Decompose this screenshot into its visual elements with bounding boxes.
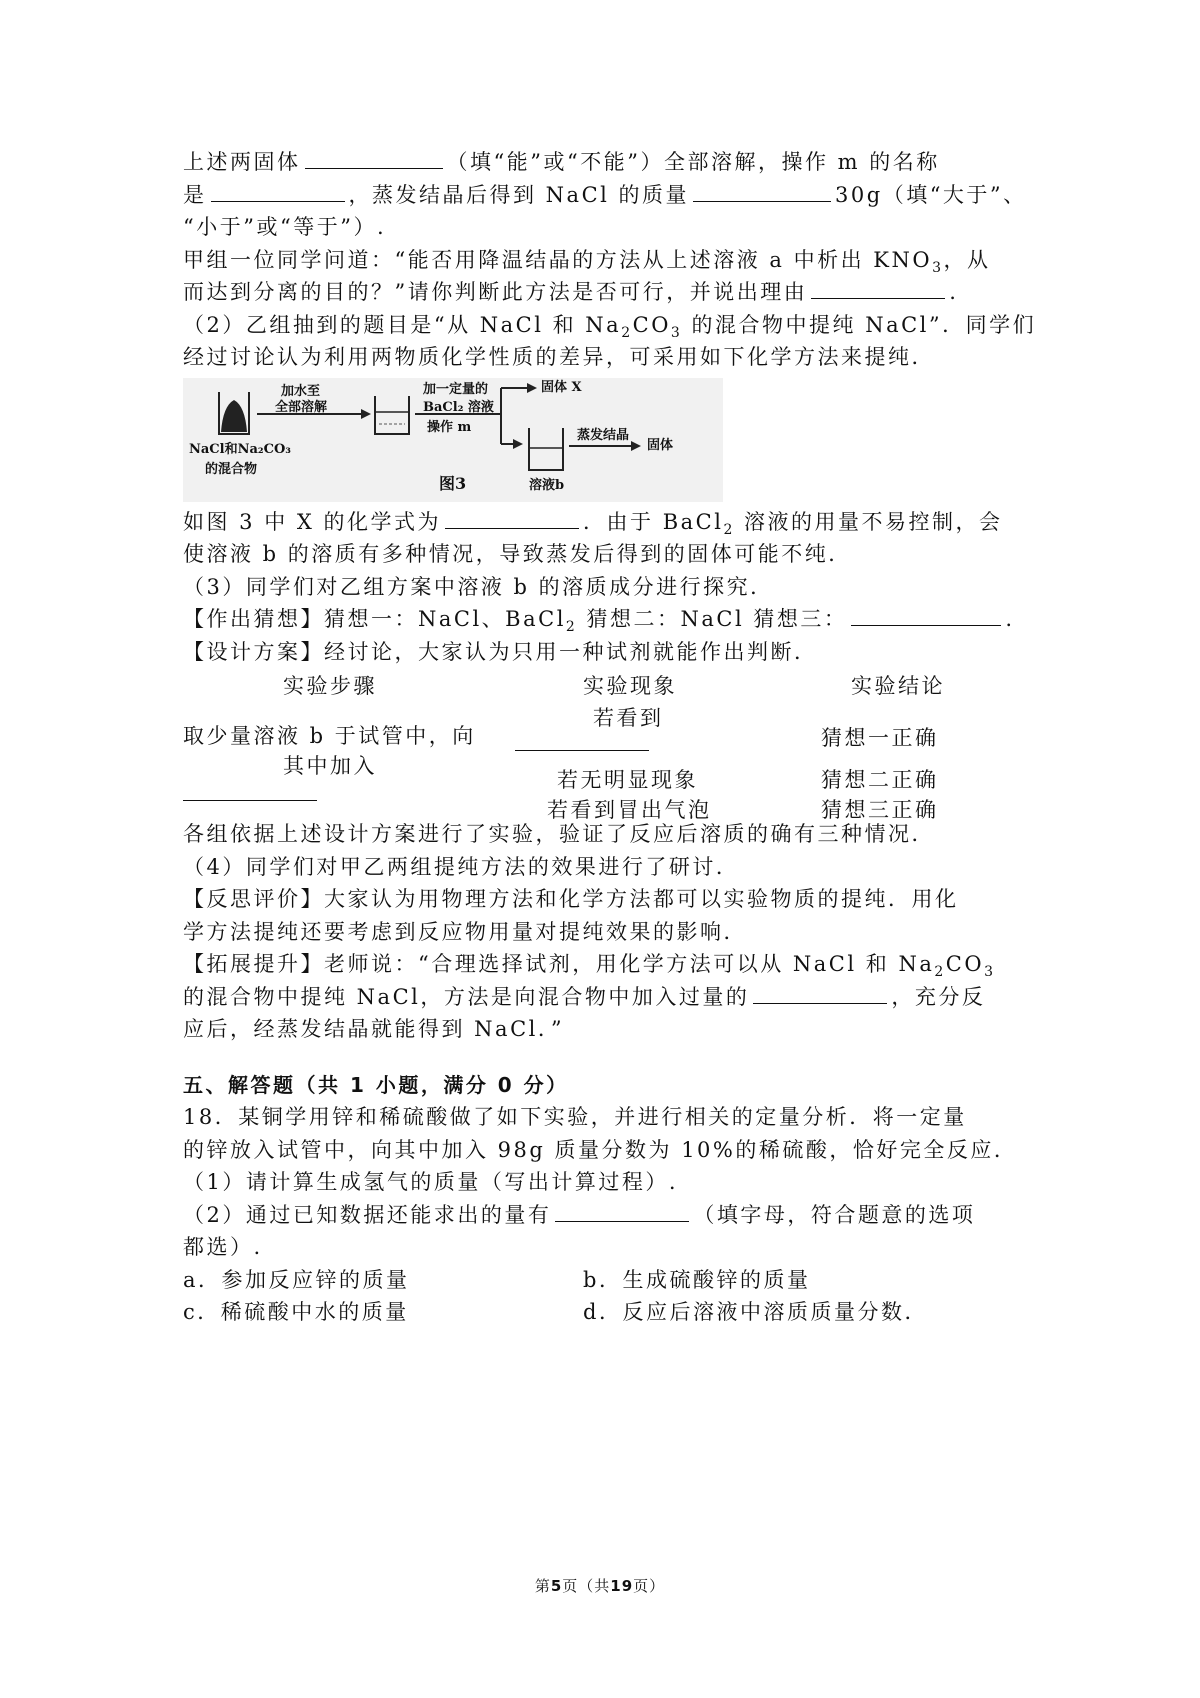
table-header: 实验结论 [851,674,945,698]
figure-label-step2-c: 操作 m [427,419,472,435]
beaker-icon [375,396,409,434]
text: ．由于 BaCl [583,509,724,534]
subscript: 2 [565,619,578,636]
subscript: 2 [934,964,946,981]
text-line [183,981,1023,1014]
figure-label-mixture: NaCl和Na₂CO₃ [189,441,291,457]
text-line [183,883,1023,916]
text: 的混合物中提纯 NaCl”．同学们 [682,312,1037,337]
footer-text: 页） [633,1577,666,1595]
figure-label-step2-b: BaCl₂ 溶液 [423,399,494,415]
text-line [183,636,1023,669]
options-row [183,1264,1023,1297]
text: 各组依据上述设计方案进行了实验，验证了反应后溶质的确有三种情况． [183,822,935,846]
text: 【作出猜想】猜想一：NaCl、BaCl [183,607,566,631]
text: 猜想二：NaCl 猜想三： [577,607,848,631]
text: CO [945,952,985,976]
figure-label-step2: 加一定量的 [423,381,489,397]
text-line [183,276,1023,309]
table-cell-conclusion: 猜想三正确 [821,798,939,822]
arrow-head-icon [513,439,523,449]
text-line [183,211,1023,244]
experiment-table [183,670,1023,822]
text: 使溶液 b 的溶质有多种情况，导致蒸发后得到的固体可能不纯． [183,542,852,566]
text-line [183,341,1023,374]
table-cell-observation: 若看到冒出气泡 [547,798,712,822]
text: 18．某铜学用锌和稀硫酸做了如下实验，并进行相关的定量分析．将一定量 [183,1105,967,1129]
answer-blank[interactable] [211,179,345,202]
arrow-head-icon [631,441,641,451]
text: 是 [183,182,207,207]
text: 溶液的用量不易控制，会 [734,509,1003,534]
text: （3）同学们对乙组方案中溶液 b 的溶质成分进行探究． [183,574,774,599]
figure-label-solid-x: 固体 X [541,379,582,395]
option-c: c．稀硫酸中水的质量 [183,1300,409,1324]
figure-label-mixture-2: 的混合物 [205,461,258,477]
table-header: 实验步骤 [283,674,377,698]
section-title-text: 五、解答题（共 1 小题，满分 0 分） [183,1072,569,1097]
text-line [183,538,1023,571]
text: 经过讨论认为利用两物质化学性质的差异，可采用如下化学方法来提纯． [183,345,935,369]
subscript: 3 [984,964,996,981]
figure-label-step1: 加水至 [281,383,321,399]
text-line [183,146,1023,179]
footer-text: 第 [534,1577,551,1595]
figure-label-solid: 固体 [647,437,674,453]
text: ，从 [943,247,991,272]
text: . [1005,607,1015,631]
text: 上述两固体 [183,150,301,174]
text: （2）通过已知数据还能求出的量有 [183,1202,552,1227]
text: CO [632,312,671,337]
beaker-icon [529,428,563,470]
text: （填“能”或“不能”）全部溶解，操作 m 的名称 [446,150,940,174]
text: 【设计方案】经讨论，大家认为只用一种试剂就能作出判断． [183,639,818,664]
text: ，蒸发结晶后得到 NaCl 的质量 [348,182,690,207]
table-cell-step: 其中加入 [283,754,377,778]
option-d: d．反应后溶液中溶质质量分数． [583,1300,928,1324]
answer-blank[interactable] [445,506,579,529]
answer-blank[interactable] [753,981,887,1004]
table-cell-conclusion: 猜想一正确 [821,726,939,750]
answer-blank[interactable] [305,146,443,169]
text: 【反思评价】大家认为用物理方法和化学方法都可以实验物质的提纯．用化 [183,887,959,911]
text-line [183,506,1023,539]
text: 的锌放入试管中，向其中加入 98g 质量分数为 10%的稀硫酸，恰好完全反应． [183,1137,1018,1162]
arrow-head-icon [527,383,537,393]
page-footer [0,1575,1200,1596]
text: 应后，经蒸发结晶就能得到 NaCl．” [183,1017,565,1041]
text-line [183,851,1023,884]
text-line [183,179,1027,212]
solid-mixture-icon [221,400,247,432]
footer-text: 页（共 [562,1577,611,1595]
figure-label-step1-b: 全部溶解 [275,399,328,415]
text: 的混合物中提纯 NaCl，方法是向混合物中加入过量的 [183,984,750,1009]
text-line [183,244,1023,277]
figure-label-step3: 蒸发结晶 [577,427,630,443]
text: （4）同学们对甲乙两组提纯方法的效果进行了研讨． [183,854,740,879]
text-line [183,603,1023,636]
text-line [183,571,1023,604]
option-b: b．生成硫酸锌的质量 [583,1267,811,1292]
text: 如图 3 中 X 的化学式为 [183,509,442,534]
text-line [183,1166,1023,1199]
text: 甲组一位同学问道：“能否用降温结晶的方法从上述溶液 a 中析出 KNO [183,247,933,272]
text: 【拓展提升】老师说：“合理选择试剂，用化学方法可以从 NaCl 和 Na [183,952,935,976]
answer-blank[interactable] [851,603,1001,626]
text: 而达到分离的目的？”请你判断此方法是否可行，并说出理由 [183,280,808,304]
arrow-head-icon [361,409,371,419]
text-line [183,1101,1023,1134]
text: ，充分反 [891,984,986,1009]
table-cell-step: 取少量溶液 b 于试管中，向 [183,724,476,748]
figure-label-solution-b: 溶液b [529,477,565,493]
text-line [183,948,1023,981]
text-line [183,1231,1023,1264]
subscript: 3 [932,259,944,276]
table-cell-observation: 若无明显现象 [557,768,698,792]
figure-3 [183,378,723,502]
subscript: 2 [723,521,735,538]
answer-blank[interactable] [811,276,945,299]
section-title [183,1069,1023,1102]
text: . [949,280,959,304]
text: 都选）. [183,1235,263,1259]
option-a: a．参加反应锌的质量 [183,1267,410,1292]
answer-blank[interactable] [693,179,831,202]
answer-blank[interactable] [515,728,649,751]
text: （填字母，符合题意的选项 [693,1202,976,1227]
text-line [183,916,1023,949]
page-content [183,146,1037,1329]
figure-caption: 图3 [439,473,467,493]
answer-blank[interactable] [555,1199,689,1222]
total-pages: 19 [610,1577,634,1595]
text-line [183,1013,1023,1046]
text: 学方法提纯还要考虑到反应物用量对提纯效果的影响． [183,919,747,944]
subscript: 2 [621,324,633,341]
text: 30g（填“大于”、 [835,182,1027,207]
table-cell-conclusion: 猜想二正确 [821,768,939,792]
page-number: 5 [550,1577,563,1595]
table-header: 实验现象 [583,674,677,698]
options-row [183,1296,1023,1329]
text-line [183,1134,1023,1167]
text-line [183,1199,1023,1232]
text-line [183,309,1037,342]
answer-blank[interactable] [183,778,317,801]
text: “小于”或“等于”）. [183,215,387,239]
text: （2）乙组抽到的题目是“从 NaCl 和 Na [183,312,622,337]
text: （1）请计算生成氢气的质量（写出计算过程）. [183,1170,679,1194]
subscript: 3 [670,324,683,341]
table-cell-observation: 若看到 [593,706,664,730]
